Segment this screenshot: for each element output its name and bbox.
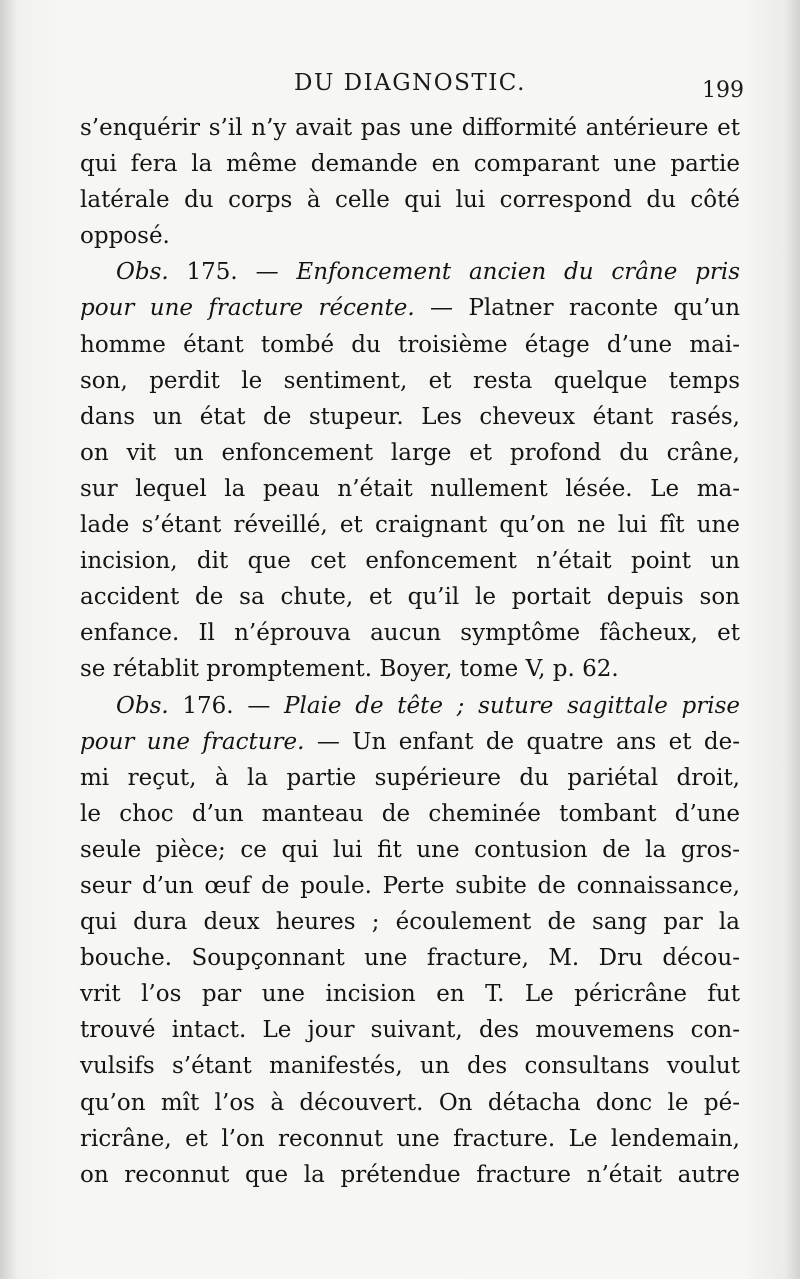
text-line: incision, dit que cet enfoncement n’était point un bbox=[80, 548, 740, 575]
obs-number: 176. bbox=[182, 692, 234, 719]
obs-title-continued: pour une fracture récente. bbox=[80, 295, 415, 322]
obs-number: 175. bbox=[186, 259, 238, 286]
text-line: qu’on mît l’os à découvert. On détacha donc le pé- bbox=[80, 1089, 740, 1116]
obs-title-continued: pour une fracture. bbox=[80, 728, 305, 755]
text-line: seur d’un œuf de poule. Perte subite de connaissance, bbox=[80, 872, 740, 899]
text-line: lade s’étant réveillé, et craignant qu’on ne lui fît une bbox=[80, 512, 740, 539]
text-line: qui fera la même demande en comparant une partie bbox=[80, 151, 740, 178]
text-line: seule pièce; ce qui lui fit une contusion de la gros- bbox=[80, 836, 740, 863]
text-line bbox=[80, 290, 740, 326]
text-line: on reconnut que la prétendue fracture n’était autre bbox=[80, 1161, 740, 1188]
obs-label: Obs. bbox=[116, 259, 169, 286]
text-line: sur lequel la peau n’était nullement lésée. Le ma- bbox=[80, 475, 740, 502]
text-line: on vit un enfoncement large et profond du crâne, bbox=[80, 439, 740, 466]
obs-label: Obs. bbox=[116, 692, 169, 719]
text-line: vrit l’os par une incision en T. Le péricrâne fut bbox=[80, 981, 740, 1008]
text-segment: — Platner raconte qu’un bbox=[430, 295, 741, 322]
text-line: qui dura deux heures ; écoulement de sang par la bbox=[80, 909, 740, 936]
text-line: ricrâne, et l’on reconnut une fracture. Le lendemain, bbox=[80, 1125, 740, 1152]
page-number: 199 bbox=[702, 78, 744, 103]
observation-heading-175 bbox=[80, 254, 740, 290]
text-line: s’enquérir s’il n’y avait pas une difformité antérieure et bbox=[80, 115, 740, 141]
obs-title: Enfoncement ancien du crâne pris bbox=[296, 259, 741, 286]
text-segment: — Un enfant de quatre ans et de- bbox=[316, 728, 741, 755]
obs-title: Plaie de tête ; suture sagittale prise bbox=[284, 692, 741, 719]
obs-dash: — bbox=[247, 692, 271, 719]
text-line: homme étant tombé du troisième étage d’une mai- bbox=[80, 331, 740, 358]
text-line: se rétablit promptement. Boyer, tome V, p. 62. bbox=[80, 656, 619, 683]
running-head: DU DIAGNOSTIC. bbox=[294, 70, 526, 96]
text-line: accident de sa chute, et qu’il le portait depuis son bbox=[80, 584, 740, 611]
text-line bbox=[80, 724, 740, 760]
text-line: le choc d’un manteau de cheminée tombant d’une bbox=[80, 800, 740, 827]
text-line: bouche. Soupçonnant une fracture, M. Dru décou- bbox=[80, 945, 740, 972]
observation-heading-176 bbox=[80, 688, 740, 724]
text-line: dans un état de stupeur. Les cheveux étant rasés, bbox=[80, 403, 740, 430]
text-line: latérale du corps à celle qui lui correspond du côté bbox=[80, 187, 740, 214]
text-line: vulsifs s’étant manifestés, un des consultans voulut bbox=[80, 1053, 740, 1080]
text-line: enfance. Il n’éprouva aucun symptôme fâcheux, et bbox=[80, 620, 740, 647]
obs-dash: — bbox=[255, 259, 279, 286]
page-header bbox=[80, 66, 744, 106]
text-line: mi reçut, à la partie supérieure du pariétal droit, bbox=[80, 764, 740, 791]
body-text bbox=[80, 110, 740, 1193]
text-line: trouvé intact. Le jour suivant, des mouvemens con- bbox=[80, 1017, 740, 1044]
text-line: opposé. bbox=[80, 223, 170, 250]
text-line: son, perdit le sentiment, et resta quelque temps bbox=[80, 367, 740, 394]
